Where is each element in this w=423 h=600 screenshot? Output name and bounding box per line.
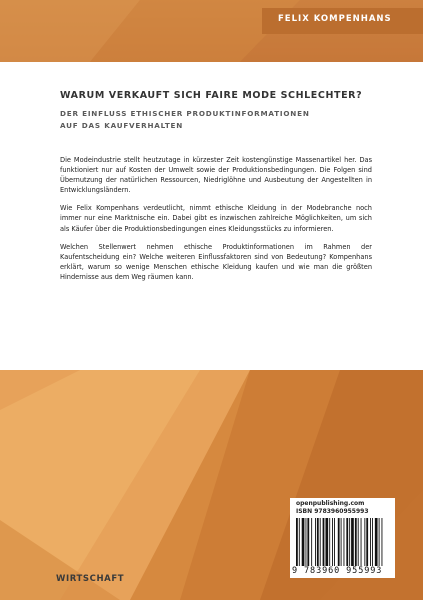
barcode-bar (346, 518, 348, 566)
barcode-bar (307, 518, 309, 566)
barcode-bar (379, 518, 380, 566)
barcode-bar (370, 518, 371, 566)
barcode-bar (372, 518, 373, 566)
barcode-bar (344, 518, 345, 566)
barcode-bar (366, 518, 368, 566)
barcode-bar (325, 518, 328, 566)
barcode-bar (311, 518, 312, 566)
barcode-bar (317, 518, 319, 566)
barcode-bar (315, 518, 316, 566)
barcode-bar (349, 518, 350, 566)
book-subtitle (60, 108, 380, 132)
barcode-bar (299, 518, 300, 566)
barcode-bar (323, 518, 325, 566)
barcode-bar (302, 518, 305, 566)
barcode-bar (375, 518, 378, 566)
book-title: WARUM VERKAUFT SICH FAIRE MODE SCHLECHTER? (60, 90, 363, 101)
barcode-bar (355, 518, 357, 566)
barcode-bar (320, 518, 321, 566)
barcode-bar (382, 518, 383, 566)
blurb-paragraph: Wie Felix Kompenhans verdeutlicht, nimmt ethische Kleidung in der Modebranche noch immer nur eine Marktnische ein. Dabei gibt es inzwischen zahlreiche Möglichkeiten, um sich als Käufer über die Produktionsbedingungen eines Kleidungsstücks zu informieren. (60, 204, 372, 233)
category-label: WIRTSCHAFT (56, 574, 125, 584)
author-name: FELIX KOMPENHANS (278, 14, 392, 24)
barcode-bar (361, 518, 362, 566)
barcode-bar (296, 518, 298, 566)
publisher-url: openpublishing.com (296, 500, 365, 507)
subtitle-line: AUF DAS KAUFVERHALTEN (60, 121, 184, 130)
barcode-bar (338, 518, 340, 566)
barcode-bar (329, 518, 330, 566)
blurb-paragraph: Die Modeindustrie stellt heutzutage in kürzester Zeit kostengünstige Massenartikel her. Das funktioniert nur auf Kosten der Umwelt sowie der Produktionsbedingungen. Die Folgen sind Übernutzung der natürlichen Ressourcen, Niedriglöhne und Ausbeutung der Angestellten in Entwicklungsländern. (60, 156, 372, 195)
barcode-image (292, 518, 394, 568)
barcode-bar (358, 518, 359, 566)
blurb-text (60, 155, 372, 290)
barcode-bar (332, 518, 333, 566)
blurb-paragraph: Welchen Stellenwert nehmen ethische Produktinformationen im Rahmen der Kaufentscheidung ein? Welche weiteren Einflussfaktoren sind von Bedeutung? Kompenhans erklärt, warum so wenige Menschen ethische Kleidung kaufen und wie man die größten Hindernisse aus dem Weg räumen kann. (60, 242, 372, 281)
barcode-digits: 9 783960 955993 (292, 566, 383, 576)
barcode-bar (351, 518, 354, 566)
barcode-bar (306, 518, 307, 566)
subtitle-line: DER EINFLUSS ETHISCHER PRODUKTINFORMATIONEN (60, 109, 310, 118)
barcode-bar (341, 518, 342, 566)
barcode-bar (334, 518, 335, 566)
barcode-bar (364, 518, 365, 566)
isbn-label: ISBN 9783960955993 (296, 508, 369, 515)
